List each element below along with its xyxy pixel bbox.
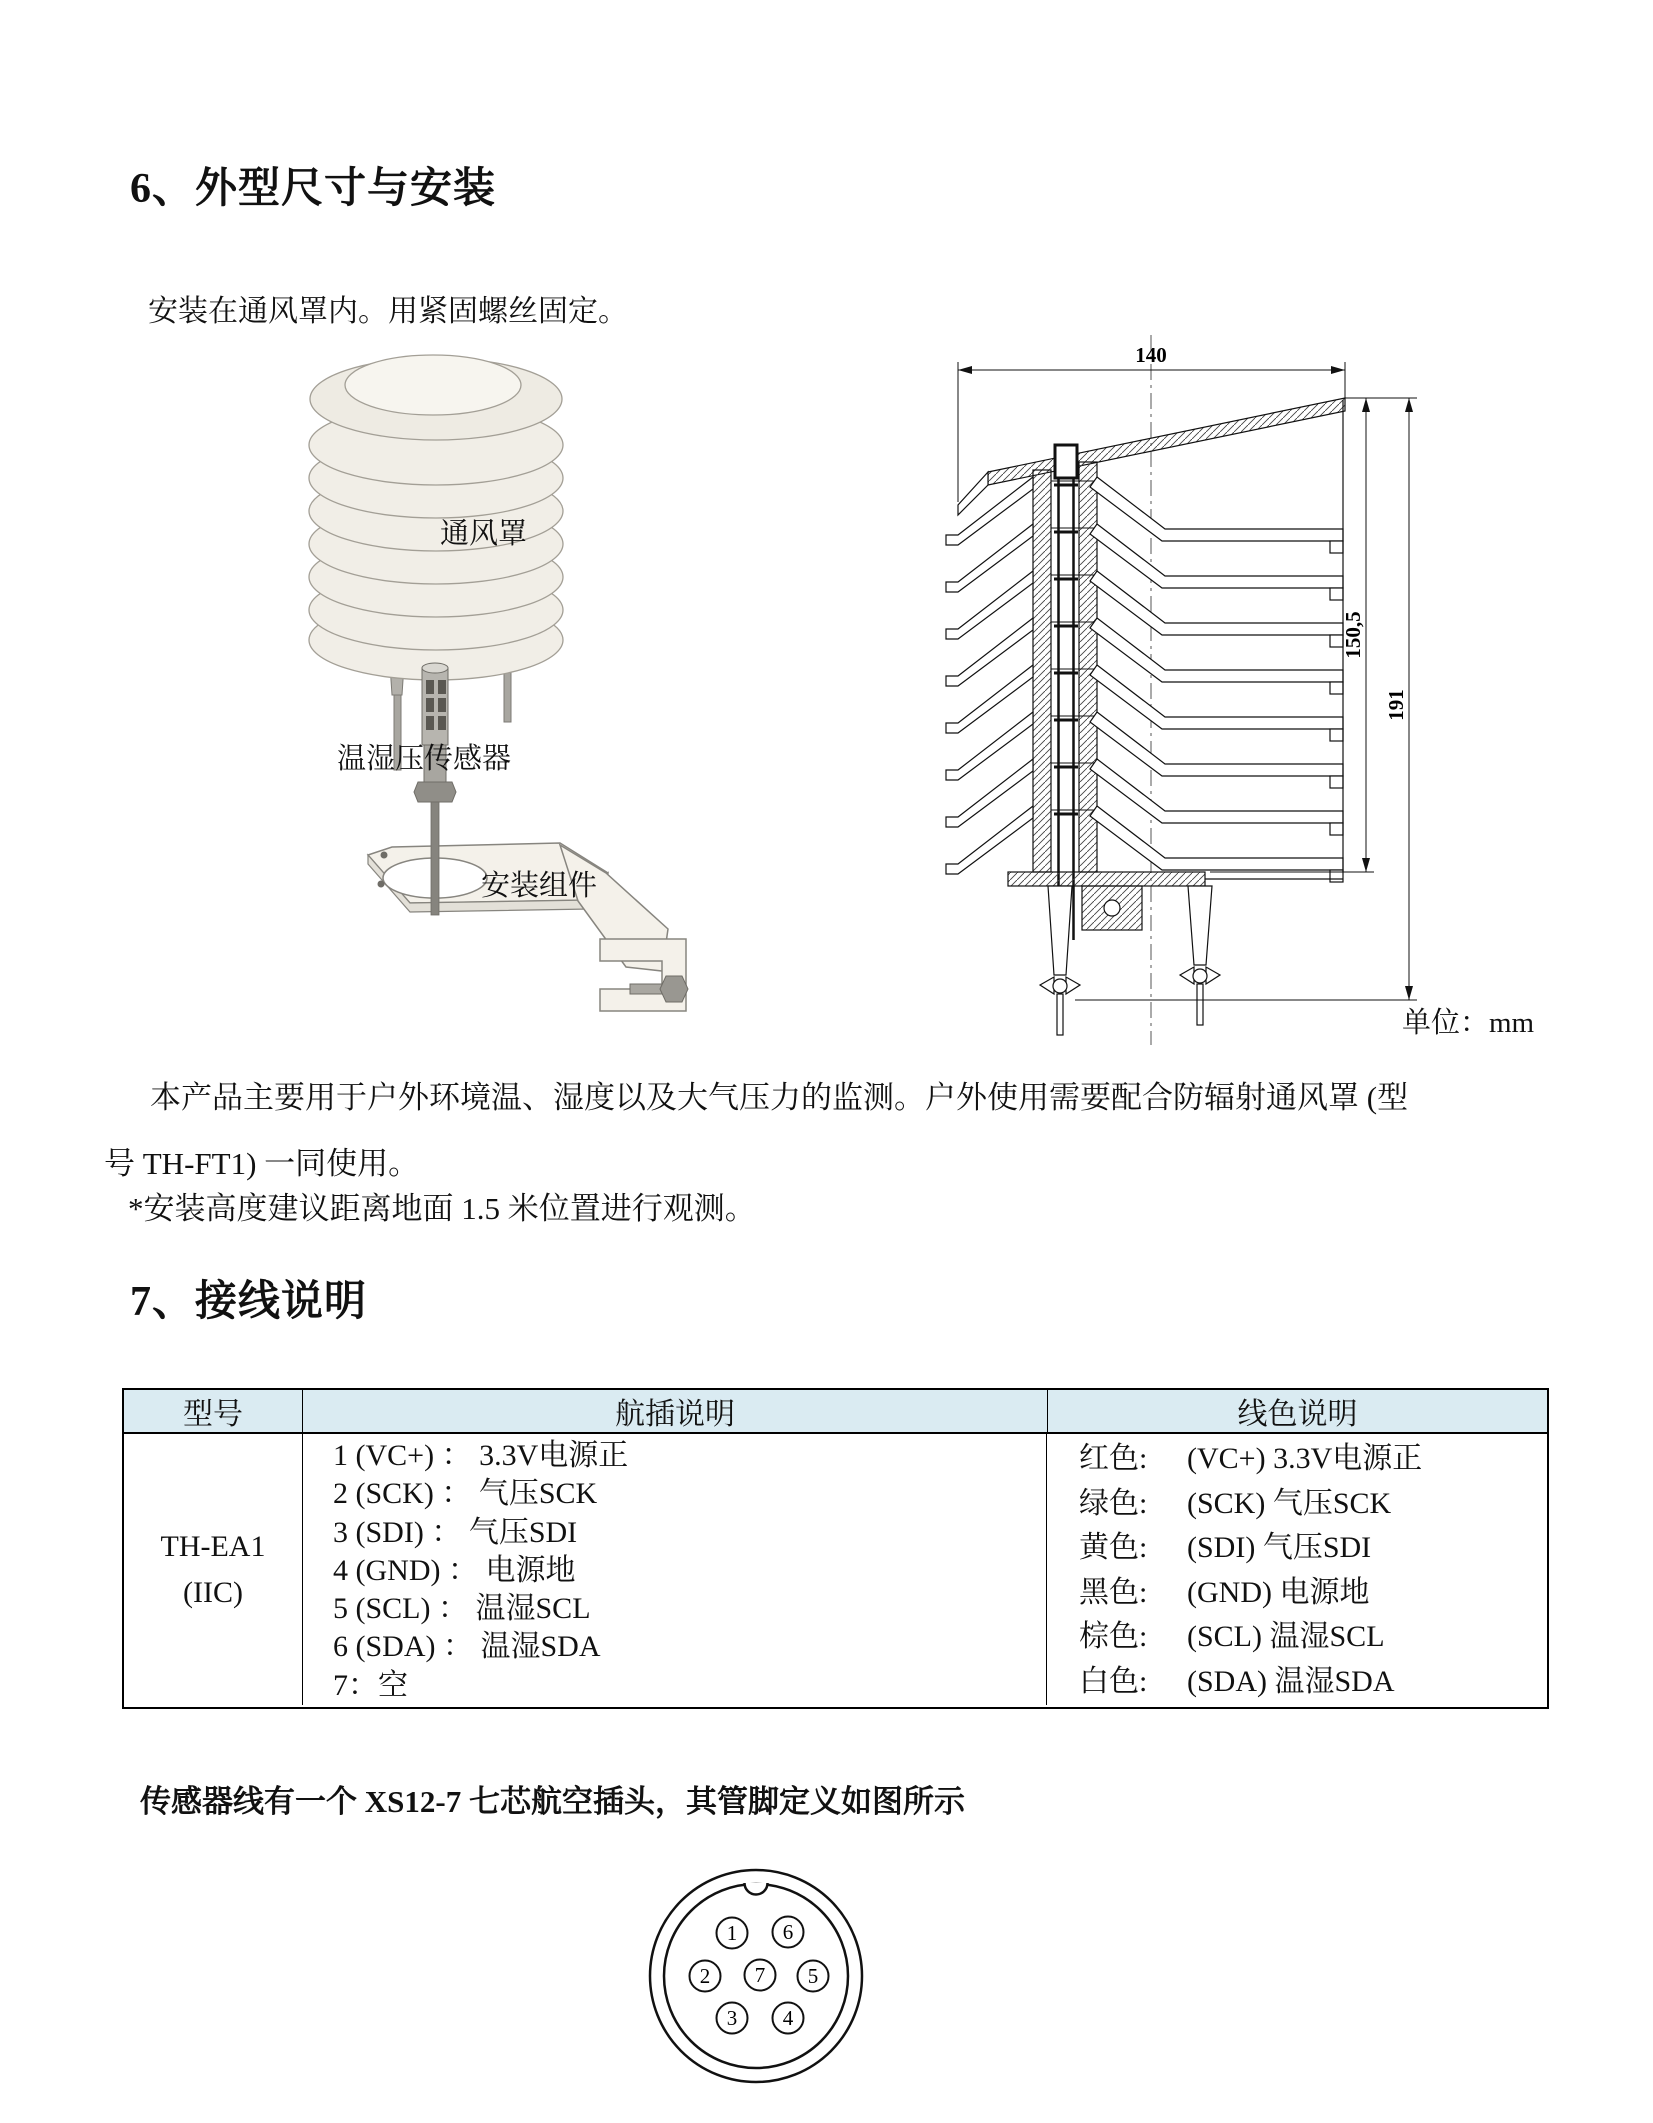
model-name: TH-EA1	[160, 1529, 266, 1563]
wire-color-cell	[1047, 1434, 1547, 1705]
connector-pin-4	[773, 2003, 804, 2034]
plug-pin-cell	[303, 1434, 1047, 1705]
section7-heading: 7、接线说明	[130, 1279, 368, 1325]
sensor-label: 温湿压传感器	[337, 743, 512, 775]
header-model: 型号	[124, 1390, 303, 1434]
connector-pin-7	[745, 1960, 776, 1991]
connector-keyway-notch	[745, 1883, 768, 1895]
shield-3d-figure	[210, 335, 730, 1035]
body-paragraph-line1: 本产品主要用于户外环境温、湿度以及大气压力的监测。户外使用需要配合防辐射通风罩 (型	[150, 1080, 1409, 1115]
wiring-table	[122, 1388, 1549, 1709]
connector-pin-5	[798, 1961, 829, 1992]
wire-desc: (SDI) 气压SDI	[1187, 1531, 1372, 1565]
wire-line	[1079, 1482, 1547, 1527]
section6-intro: 安装在通风罩内。用紧固螺丝固定。	[148, 295, 628, 328]
install-height-note: *安装高度建议距离地面 1.5 米位置进行观测。	[128, 1191, 756, 1226]
pin-line: 2 (SCK) ： 气压SCK	[333, 1477, 598, 1511]
wire-color: 黑色:	[1079, 1575, 1148, 1609]
wiring-table-body-row	[124, 1434, 1547, 1705]
wiring-table-header-row	[124, 1390, 1547, 1434]
wire-color: 棕色:	[1079, 1620, 1148, 1654]
svg-text:6: 6	[782, 1920, 794, 1944]
shield-label: 通风罩	[440, 518, 528, 550]
pin-line: 6 (SDA) ： 温湿SDA	[333, 1630, 601, 1664]
unit-note: 单位：mm	[1402, 1007, 1535, 1039]
connector-pin-1	[717, 1918, 748, 1949]
pin-line: 1 (VC+) ： 3.3V电源正	[333, 1439, 629, 1472]
shield-dome	[310, 355, 562, 440]
wire-desc: (GND) 电源地	[1187, 1575, 1370, 1609]
connector-note: 传感器线有一个 XS12-7 七芯航空插头，其管脚定义如图所示	[140, 1784, 965, 1819]
wire-desc: (VC+) 3.3V电源正	[1187, 1442, 1423, 1475]
pin-line: 4 (GND) ： 电源地	[333, 1553, 576, 1587]
wire-line	[1079, 1660, 1547, 1705]
dim-total-height-label: 191	[1384, 689, 1408, 721]
wire-color: 黄色:	[1079, 1531, 1148, 1565]
svg-text:3: 3	[726, 2006, 738, 2030]
dim-inner-height-label: 150,5	[1341, 611, 1365, 659]
svg-text:7: 7	[754, 1963, 766, 1987]
wire-desc: (SDA) 温湿SDA	[1187, 1664, 1395, 1698]
section-pole	[1033, 462, 1097, 940]
sensor-probe	[414, 663, 456, 802]
body-paragraph-line2: 号 TH-FT1) 一同使用。	[104, 1146, 420, 1181]
dim-width-label: 140	[1135, 343, 1167, 367]
wire-color: 绿色:	[1079, 1486, 1148, 1520]
model-interface: (IIC)	[183, 1575, 243, 1609]
wire-line	[1079, 1526, 1547, 1571]
svg-text:2: 2	[699, 1964, 711, 1988]
wire-line	[1079, 1437, 1547, 1482]
connector-pin-3	[717, 2003, 748, 2034]
pin-line: 5 (SCL) ： 温湿SCL	[333, 1592, 591, 1626]
pin-line: 7：空	[333, 1668, 408, 1702]
section-louvers	[946, 477, 1343, 882]
wire-color: 白色:	[1079, 1664, 1148, 1698]
sensor-rod	[431, 802, 439, 915]
model-cell	[124, 1434, 303, 1705]
connector-pin-2	[690, 1961, 721, 1992]
wire-color: 红色:	[1079, 1442, 1148, 1475]
wire-line	[1079, 1571, 1547, 1616]
header-plug: 航插说明	[303, 1390, 1048, 1434]
svg-text:1: 1	[726, 1921, 738, 1945]
wire-desc: (SCK) 气压SCK	[1187, 1486, 1392, 1520]
wire-desc: (SCL) 温湿SCL	[1187, 1620, 1385, 1654]
section6-heading: 6、外型尺寸与安装	[130, 166, 497, 212]
connector-pin-diagram	[620, 1850, 900, 2123]
svg-text:4: 4	[782, 2006, 794, 2030]
pin-line: 3 (SDI) ： 气压SDI	[333, 1515, 578, 1549]
bracket-label: 安装组件	[481, 870, 598, 902]
wire-line	[1079, 1615, 1547, 1660]
svg-text:5: 5	[807, 1964, 819, 1988]
connector-pin-6	[773, 1917, 804, 1948]
header-wire-color: 线色说明	[1048, 1390, 1547, 1434]
shield-section-figure	[940, 250, 1500, 1060]
